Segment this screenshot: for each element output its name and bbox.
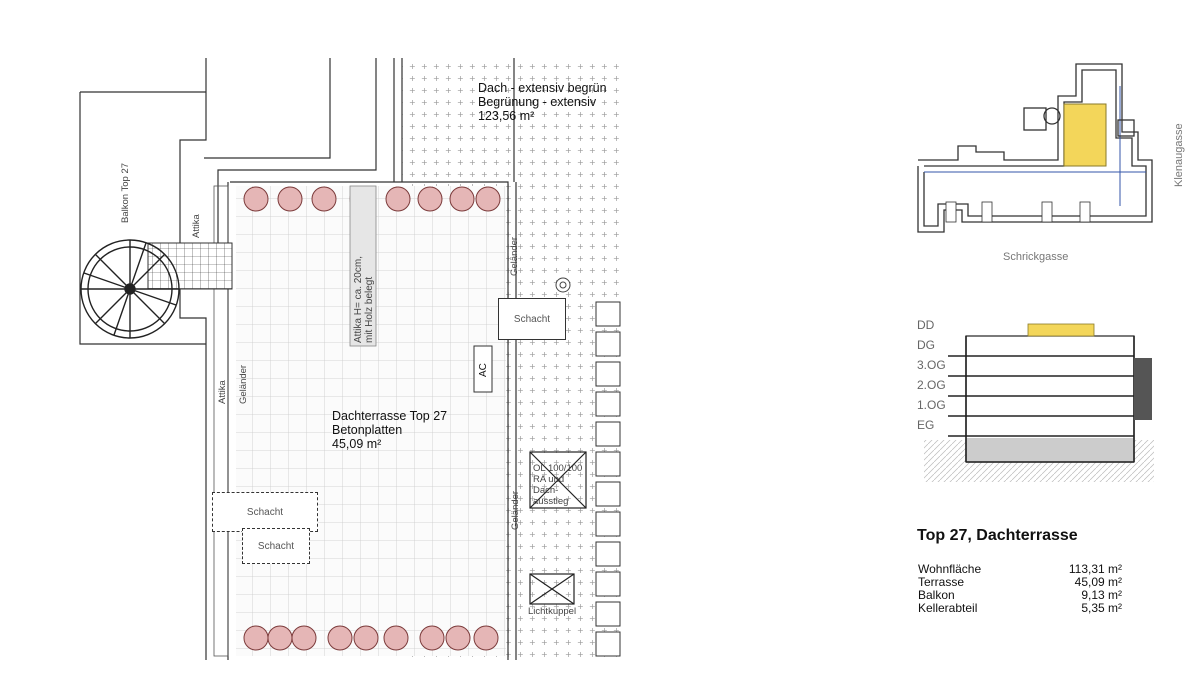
gelaender-label-left: Geländer xyxy=(238,364,249,404)
floor-label-dd: DD xyxy=(917,318,935,332)
schacht-box-left-lower: Schacht xyxy=(242,528,310,564)
unit-title: Top 27, Dachterrasse xyxy=(917,527,1078,544)
attika-note xyxy=(353,256,375,343)
street-label-right: Klenaugasse xyxy=(1173,123,1185,187)
floor-label-3og: 3.OG xyxy=(917,358,946,372)
schacht-box-left: Schacht xyxy=(212,492,318,532)
gelaender-label-right-bottom: Geländer xyxy=(510,490,521,530)
attika-label-bottom: Attika xyxy=(217,380,228,404)
attika-label-top: Attika xyxy=(191,214,202,238)
area-value: 9,13 m² xyxy=(1081,588,1122,602)
gelaender-label-right-top: Geländer xyxy=(509,236,520,276)
area-row-kellerabteil xyxy=(918,602,1122,615)
terrace-area: 45,09 m² xyxy=(332,437,382,451)
attika-note-line2: mit Holz belegt xyxy=(364,276,375,343)
floor-label-eg: EG xyxy=(917,418,935,432)
floor-label-1og: 1.OG xyxy=(917,398,946,412)
skylight-1-line1: OL 100/100 xyxy=(533,463,583,474)
balcony-label: Balkon Top 27 xyxy=(120,162,131,223)
area-value: 5,35 m² xyxy=(1081,601,1122,615)
area-label: Wohnfläche xyxy=(918,562,982,576)
skylight-1-line4: ausstieg xyxy=(533,496,569,507)
roof-label xyxy=(478,81,607,123)
roof-area: 123,56 m² xyxy=(478,109,535,123)
schacht-box-right: Schacht xyxy=(498,298,566,340)
terrace-label xyxy=(332,409,447,451)
terrace-label-line2: Betonplatten xyxy=(332,423,403,437)
skylight-1-line3: Dach- xyxy=(533,485,559,496)
area-value: 113,31 m² xyxy=(1068,562,1122,576)
ac-label: AC xyxy=(478,363,489,377)
street-label-bottom: Schrickgasse xyxy=(1003,251,1069,263)
skylight-label-2: Lichtkuppel xyxy=(528,606,577,617)
skylight-label-1 xyxy=(533,463,582,507)
roof-label-line1: Dach - extensiv begrün xyxy=(478,81,607,95)
terrace-label-line1: Dachterrasse Top 27 xyxy=(332,409,448,423)
roof-vent xyxy=(556,278,570,292)
area-value: 45,09 m² xyxy=(1074,575,1122,589)
floor-label-2og: 2.OG xyxy=(917,378,946,392)
planters-bottom xyxy=(244,626,498,650)
section-highlight xyxy=(1028,324,1094,336)
roof-label-line2: Begrünung - extensiv xyxy=(478,95,597,109)
attika-note-line1: Attika H= ca. 20cm, xyxy=(353,256,364,343)
area-label: Terrasse xyxy=(918,575,965,589)
floor-label-dg: DG xyxy=(917,338,935,352)
key-plan-highlight xyxy=(1064,104,1106,166)
spiral-staircase xyxy=(81,240,179,338)
area-label: Kellerabteil xyxy=(918,601,978,615)
area-label: Balkon xyxy=(918,588,955,602)
key-plan xyxy=(912,56,1172,246)
skylight-1-line2: RA und xyxy=(533,474,565,485)
